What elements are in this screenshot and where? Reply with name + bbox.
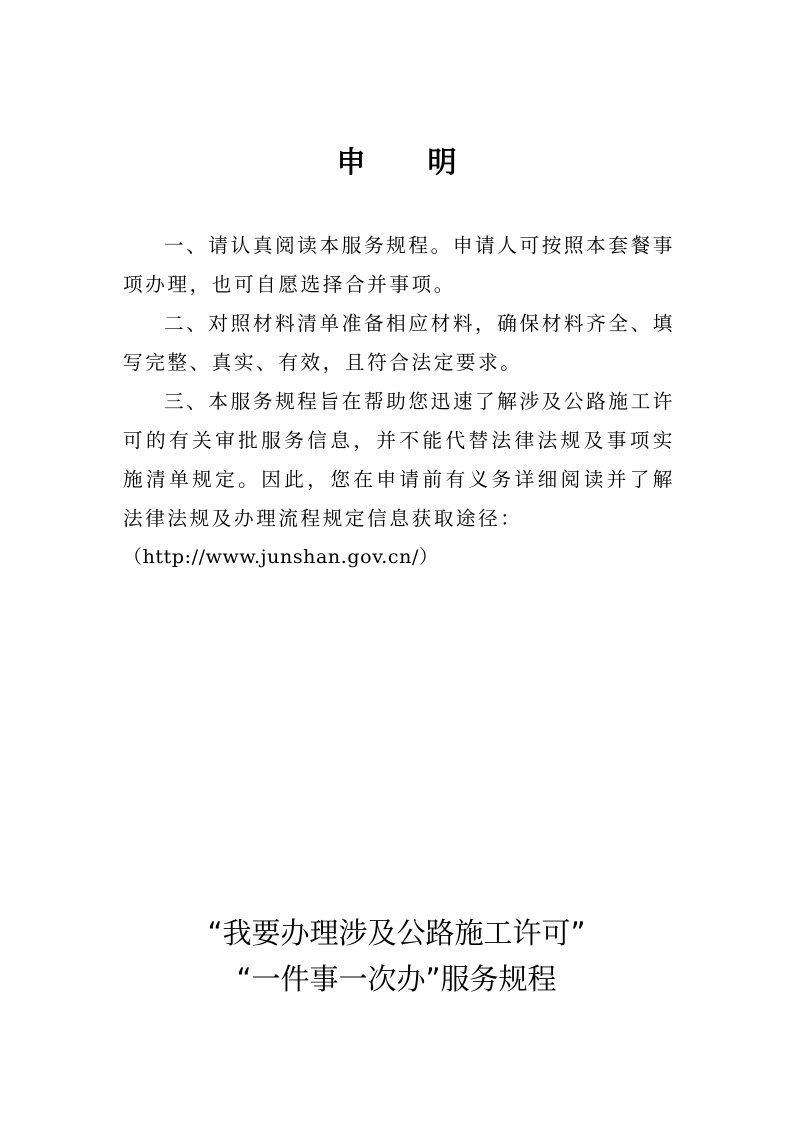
paragraph-2: 二、对照材料清单准备相应材料，确保材料齐全、填写完整、真实、有效，且符合法定要求。 <box>123 312 675 374</box>
service-guide-title <box>0 910 793 1002</box>
page-title: 申 明 <box>336 145 483 179</box>
service-guide-title-line-2: “一件事一次办”服务规程 <box>236 962 557 996</box>
paragraph-1: 一、请认真阅读本服务规程。申请人可按照本套餐事项办理，也可自愿选择合并事项。 <box>123 234 675 296</box>
website-url: （http://www.junshan.gov.cn/） <box>123 546 439 568</box>
paragraph-3: 三、本服务规程旨在帮助您迅速了解涉及公路施工许可的有关审批服务信息，并不能代替法律法规及事项实施清单规定。因此，您在申请前有义务详细阅读并了解法律法规及办理流程规定信息获取途径： <box>123 390 675 530</box>
service-guide-title-line-1: “我要办理涉及公路施工许可” <box>207 916 586 950</box>
statement-body <box>123 226 675 577</box>
